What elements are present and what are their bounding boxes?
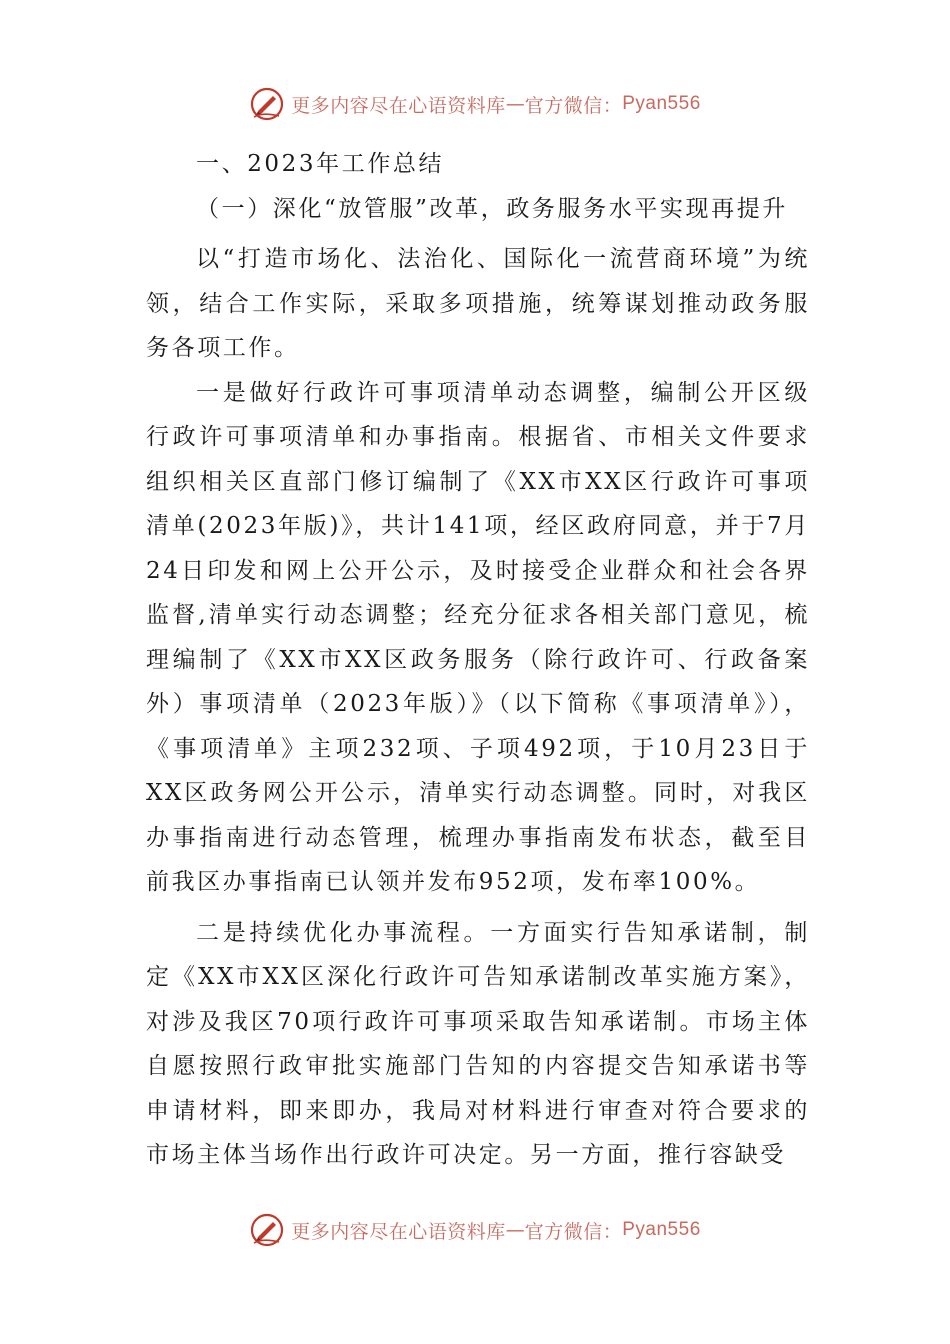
document-body: [146, 142, 810, 1178]
paragraph-intro: 以“打造市场化、法治化、国际化一流营商环境”为统领，结合工作实际，采取多项措施，统筹谋划推动政务服务各项工作。: [146, 246, 810, 361]
watermark-text: 更多内容尽在心语资料库: [291, 1220, 506, 1243]
watermark-separator: —: [505, 93, 525, 115]
watermark-wechat-id: Pyan556: [622, 1219, 701, 1240]
footer-watermark: [0, 1208, 950, 1252]
watermark-separator: —: [505, 1219, 525, 1241]
watermark-text: 更多内容尽在心语资料库: [291, 94, 506, 117]
header-watermark: [0, 82, 950, 126]
paragraph-item-one: 一是做好行政许可事项清单动态调整，编制公开区级行政许可事项清单和办事指南。根据省、市相关文件要求组织相关区直部门修订编制了《XX市XX区行政许可事项清单(2023年版)》，共计141项，经区政府同意，并于7月24日印发和网上公开公示，及时接受企业群众和社会各界监督,清单实行动态调整；经充分征求各相关部门意见，梳理编制了《XX市XX区政务服务（除行政许可、行政备案外）事项清单（2023年版）》（以下简称《事项清单》），《事项清单》主项232项、子项492项，于10月23日于XX区政务网公开公示，清单实行动态调整。同时，对我区办事指南进行动态管理，梳理办事指南发布状态，截至目前我区办事指南已认领并发布952项，发布率100%。: [146, 379, 810, 895]
pen-logo-icon: [249, 1212, 285, 1248]
watermark-wechat-id: Pyan556: [622, 93, 701, 114]
watermark-wechat-label: 官方微信：: [524, 1220, 623, 1243]
watermark-wechat-label: 官方微信：: [524, 94, 623, 117]
paragraph-item-two: 二是持续优化办事流程。一方面实行告知承诺制，制定《XX市XX区深化行政许可告知承诺制改革实施方案》，对涉及我区70项行政许可事项采取告知承诺制。市场主体自愿按照行政审批实施部门告知的内容提交告知承诺书等申请材料，即来即办，我局对材料进行审查对符合要求的市场主体当场作出行政许可决定。另一方面，推行容缺受: [146, 919, 810, 1168]
pen-logo-icon: [249, 86, 285, 122]
subsection-title: （一）深化“放管服”改革，政务服务水平实现再提升: [196, 195, 788, 222]
section-title: 一、2023年工作总结: [196, 151, 445, 177]
